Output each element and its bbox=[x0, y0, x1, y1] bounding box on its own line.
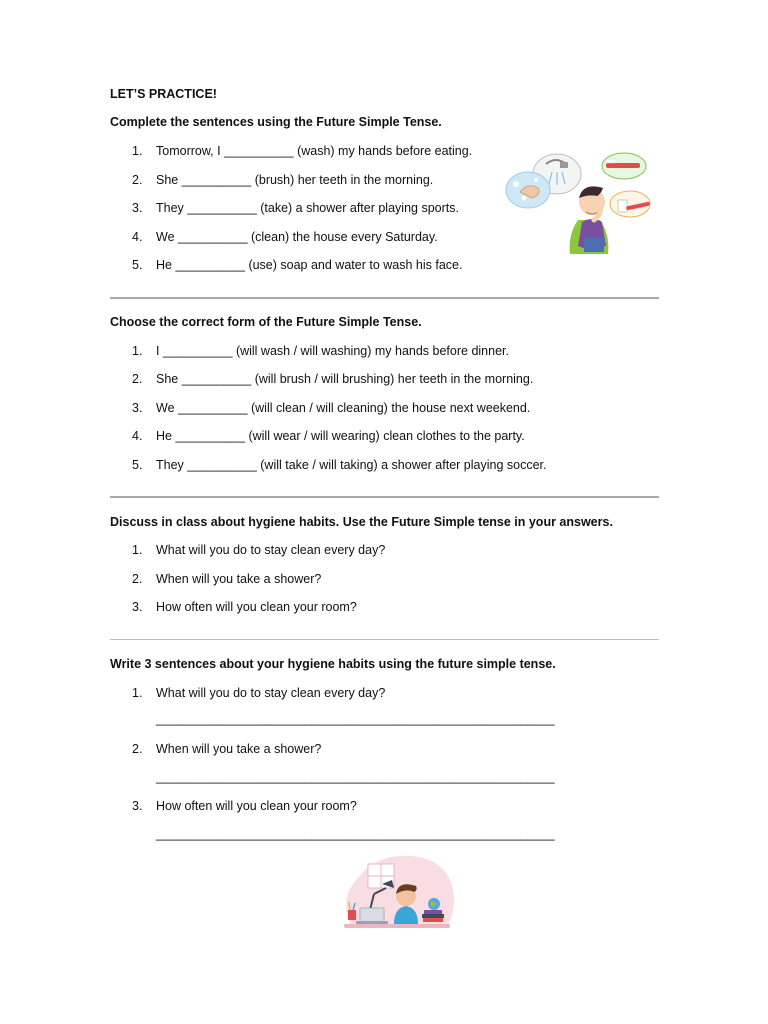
list-item bbox=[132, 344, 509, 358]
list-item bbox=[132, 686, 385, 700]
list-item bbox=[132, 458, 546, 472]
item-text: She __________ (brush) her teeth in the morning. bbox=[156, 173, 434, 187]
item-number: 5. bbox=[132, 458, 143, 472]
desk-surface bbox=[344, 924, 450, 928]
section4-instruction: Write 3 sentences about your hygiene habits using the future simple tense. bbox=[110, 657, 556, 671]
section2-instruction: Choose the correct form of the Future Simple Tense. bbox=[110, 315, 422, 329]
item-text: She __________ (will brush / will brushing) her teeth in the morning. bbox=[156, 372, 534, 386]
item-number: 1. bbox=[132, 144, 143, 158]
handwash-thought-bubble bbox=[506, 172, 550, 208]
list-item bbox=[132, 372, 533, 386]
item-text: Tomorrow, I __________ (wash) my hands before eating. bbox=[156, 144, 473, 158]
toothpaste-cup-thought-bubble bbox=[610, 191, 650, 217]
list-item bbox=[132, 144, 472, 158]
item-text: He __________ (will wear / will wearing) clean clothes to the party. bbox=[156, 429, 525, 443]
item-text: We __________ (will clean / will cleaning) the house next weekend. bbox=[156, 401, 531, 415]
answer-line[interactable]: ___________________________________________________________ bbox=[156, 827, 555, 841]
list-item bbox=[132, 429, 525, 443]
section-divider bbox=[110, 297, 659, 299]
list-item bbox=[132, 401, 530, 415]
item-number: 5. bbox=[132, 258, 143, 272]
item-number: 2. bbox=[132, 173, 143, 187]
item-text: We __________ (clean) the house every Saturday. bbox=[156, 230, 438, 244]
item-number: 2. bbox=[132, 372, 143, 386]
item-number: 3. bbox=[132, 401, 143, 415]
item-number: 1. bbox=[132, 543, 143, 557]
item-text: They __________ (take) a shower after playing sports. bbox=[156, 201, 459, 215]
item-text: What will you do to stay clean every day? bbox=[156, 543, 386, 557]
item-number: 1. bbox=[132, 344, 143, 358]
thinking-boy bbox=[570, 186, 609, 254]
list-item bbox=[132, 201, 459, 215]
list-item bbox=[132, 742, 321, 756]
list-item bbox=[132, 173, 433, 187]
section3-instruction: Discuss in class about hygiene habits. Use the Future Simple tense in your answers. bbox=[110, 515, 613, 529]
item-text: They __________ (will take / will taking) a shower after playing soccer. bbox=[156, 458, 547, 472]
answer-line[interactable]: ___________________________________________________________ bbox=[156, 770, 555, 784]
item-number: 3. bbox=[132, 799, 143, 813]
answer-line[interactable]: ___________________________________________________________ bbox=[156, 712, 555, 726]
laptop bbox=[356, 908, 388, 924]
toothbrush-thought-bubble bbox=[602, 153, 646, 179]
list-item bbox=[132, 258, 462, 272]
page-title: LET’S PRACTICE! bbox=[110, 87, 217, 101]
item-number: 2. bbox=[132, 572, 143, 586]
item-number: 3. bbox=[132, 600, 143, 614]
item-text: When will you take a shower? bbox=[156, 742, 322, 756]
section1-instruction: Complete the sentences using the Future Simple Tense. bbox=[110, 115, 442, 129]
boy-studying-desk-illustration bbox=[338, 854, 456, 932]
item-text: What will you do to stay clean every day? bbox=[156, 686, 386, 700]
section-divider bbox=[110, 496, 659, 498]
list-item bbox=[132, 600, 357, 614]
item-number: 4. bbox=[132, 230, 143, 244]
item-text: He __________ (use) soap and water to wash his face. bbox=[156, 258, 463, 272]
item-number: 3. bbox=[132, 201, 143, 215]
item-text: When will you take a shower? bbox=[156, 572, 322, 586]
item-text: I __________ (will wash / will washing) my hands before dinner. bbox=[156, 344, 509, 358]
item-number: 2. bbox=[132, 742, 143, 756]
boy-thinking-hygiene-illustration bbox=[502, 150, 652, 254]
list-item bbox=[132, 799, 357, 813]
section-divider bbox=[110, 639, 659, 640]
list-item bbox=[132, 543, 385, 557]
list-item bbox=[132, 572, 321, 586]
item-number: 4. bbox=[132, 429, 143, 443]
list-item bbox=[132, 230, 438, 244]
item-text: How often will you clean your room? bbox=[156, 600, 357, 614]
item-text: How often will you clean your room? bbox=[156, 799, 357, 813]
item-number: 1. bbox=[132, 686, 143, 700]
